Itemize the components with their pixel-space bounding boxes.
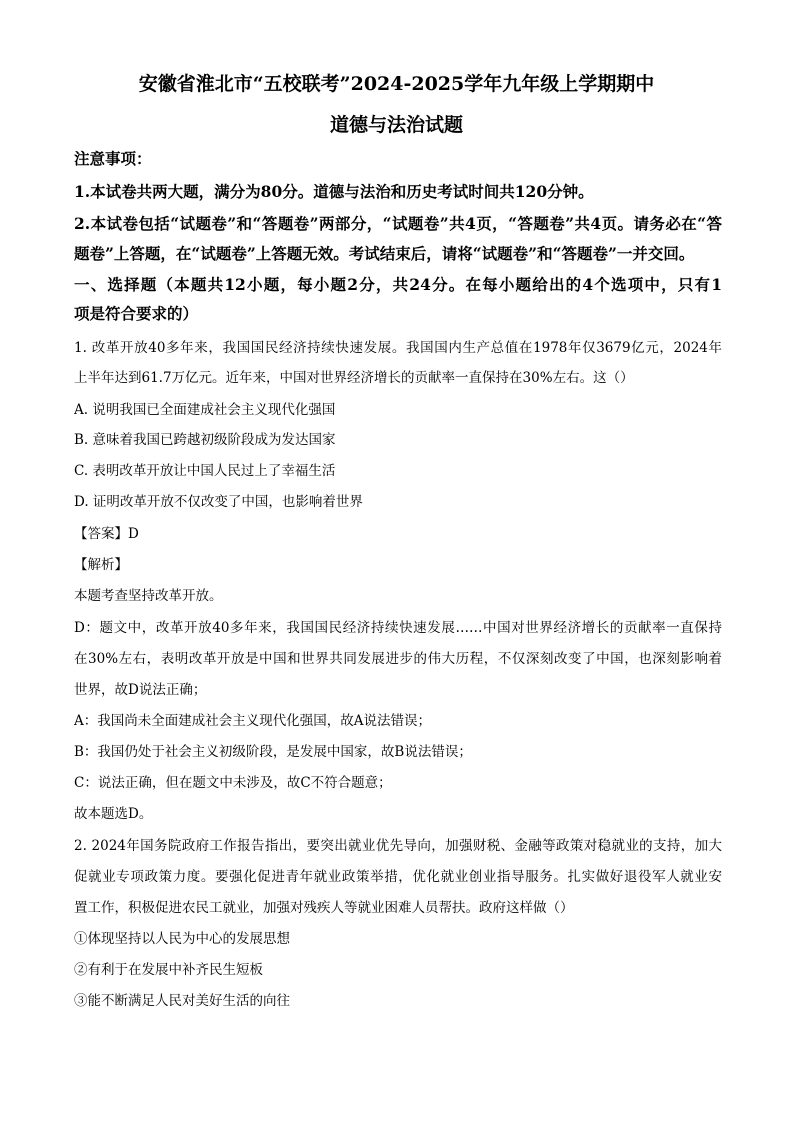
question-1-stem-line-2: 上半年达到61.7万亿元。近年来，中国对世界经济增长的贡献率一直保持在30%左右。这（） xyxy=(74,370,634,386)
question-1-analysis-b: B：我国仍处于社会主义初级阶段，是发展中国家，故B说法错误； xyxy=(74,744,472,760)
notice-item-1: 1.本试卷共两大题，满分为80分。道德与法治和历史考试时间共120分钟。 xyxy=(74,182,594,201)
notice-heading: 注意事项： xyxy=(74,149,152,168)
question-1-answer: 【答案】D xyxy=(74,526,139,542)
question-1-stem-line-1: 1. 改革开放40多年来，我国国民经济持续快速发展。我国国内生产总值在1978年仅3679亿元，2024年 xyxy=(74,340,722,356)
section-heading-line-1: 一、选择题（本题共12小题，每小题2分，共24分。在每小题给出的4个选项中，只有1 xyxy=(74,275,722,294)
question-1-conclusion: 故本题选D。 xyxy=(74,806,153,822)
question-1-analysis-a: A：我国尚未全面建成社会主义现代化强国，故A说法错误； xyxy=(74,713,431,729)
exam-subject-title: 道德与法治试题 xyxy=(329,114,463,136)
question-1-analysis-heading: 【解析】 xyxy=(74,557,128,573)
question-1-option-c: C. 表明改革开放让中国人民过上了幸福生活 xyxy=(74,463,336,479)
question-1-analysis-d-line-3: 世界，故D说法正确； xyxy=(74,682,207,698)
question-1-option-a: A. 说明我国已全面建成社会主义现代化强国 xyxy=(74,402,336,418)
notice-item-2-line-2: 题卷”上答题，在“试题卷”上答题无效。考试结束后，请将“试题卷”和“答题卷”一并交回。 xyxy=(74,244,695,263)
question-2-item-2: ②有利于在发展中补齐民生短板 xyxy=(74,962,263,978)
question-2-item-3: ③能不断满足人民对美好生活的向往 xyxy=(74,993,290,1009)
question-1-analysis-d-line-2: 在30%左右，表明改革开放是中国和世界共同发展进步的伟大历程，不仅深刻改变了中国，也深刻影响着 xyxy=(74,651,722,667)
question-2-stem-line-2: 促就业专项政策力度。要强化促进青年就业政策举措，优化就业创业指导服务。扎实做好退役军人就业安 xyxy=(74,869,722,885)
question-2-stem-line-3: 置工作，积极促进农民工就业，加强对残疾人等就业困难人员帮扶。政府这样做（） xyxy=(74,900,574,916)
question-2-stem-line-1: 2. 2024年国务院政府工作报告指出，要突出就业优先导向，加强财税、金融等政策对稳就业的支持，加大 xyxy=(74,838,722,854)
question-1-option-b: B. 意味着我国已跨越初级阶段成为发达国家 xyxy=(74,432,336,448)
section-heading-line-2: 项是符合要求的） xyxy=(74,304,199,323)
notice-item-2-line-1: 2.本试卷包括“试题卷”和“答题卷”两部分，“试题卷”共4页，“答题卷”共4页。请务必在“答 xyxy=(74,214,722,233)
exam-title: 安徽省淮北市“五校联考”2024-2025学年九年级上学期期中 xyxy=(138,73,655,95)
question-2-item-1: ①体现坚持以人民为中心的发展思想 xyxy=(74,931,290,947)
question-1-analysis-c: C：说法正确，但在题文中未涉及，故C不符合题意； xyxy=(74,775,392,791)
question-1-analysis-d-line-1: D：题文中，改革开放40多年来，我国国民经济持续快速发展……中国对世界经济增长的贡献率一直保持 xyxy=(74,620,722,636)
question-1-option-d: D. 证明改革开放不仅改变了中国，也影响着世界 xyxy=(74,494,363,510)
question-1-analysis-intro: 本题考查坚持改革开放。 xyxy=(74,588,223,604)
